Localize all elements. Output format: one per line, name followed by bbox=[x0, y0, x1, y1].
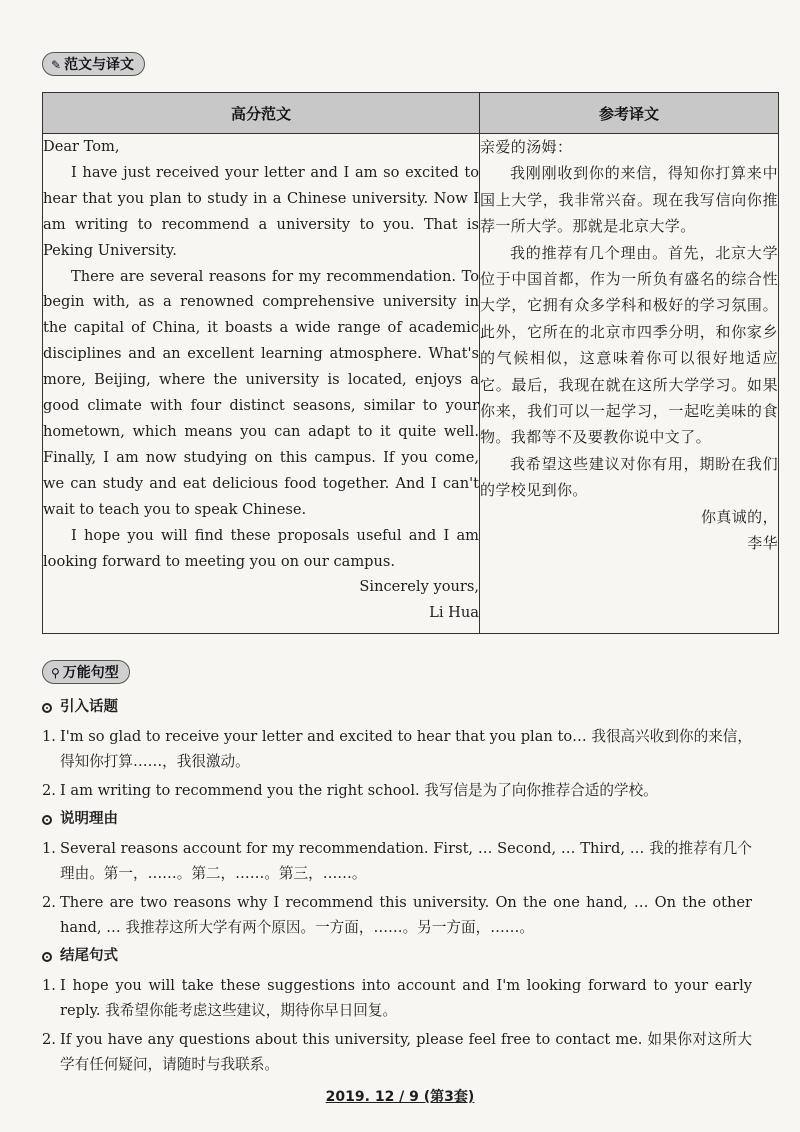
english-greeting: Dear Tom, bbox=[43, 138, 120, 155]
header-translation: 参考译文 bbox=[480, 93, 779, 134]
intro-heading: 引入话题 bbox=[42, 695, 752, 720]
chinese-translation bbox=[480, 134, 779, 634]
phrases-tag: ⚲ 万能句型 bbox=[42, 660, 130, 684]
target-icon bbox=[42, 703, 52, 713]
chinese-paragraph-1: 我刚刚收到你的来信，得知你打算来中国上大学，我非常兴奋。现在我写信向你推荐一所大学。那就是北京大学。 bbox=[480, 164, 778, 236]
header-model-essay: 高分范文 bbox=[43, 93, 480, 134]
target-icon bbox=[42, 815, 52, 825]
essay-table bbox=[42, 92, 779, 634]
chinese-greeting: 亲爱的汤姆： bbox=[480, 138, 573, 156]
list-item: 2. There are two reasons why I recommend this university. On the one hand, … On the other hand, … 我推荐这所大学有两个原因。一方面，……。另一方面，……。 bbox=[42, 894, 752, 936]
target-icon bbox=[42, 952, 52, 962]
list-item: 1. I hope you will take these suggestions into account and I'm looking forward to your early reply. 我希望你能考虑这些建议，期待你早日回复。 bbox=[42, 977, 752, 1019]
english-essay bbox=[43, 134, 480, 634]
ending-heading: 结尾句式 bbox=[42, 944, 752, 969]
english-paragraph-1: I have just received your letter and I am so excited to hear that you plan to study in a Chinese university. Now I am writing to recommend a university to you. That is Peking University. bbox=[43, 163, 479, 259]
english-paragraph-3: I hope you will find these proposals useful and I am looking forward to meeting you on our campus. bbox=[43, 526, 479, 570]
pen-icon: ✎ bbox=[51, 58, 62, 72]
list-item: 1. Several reasons account for my recommendation. First, … Second, … Third, … 我的推荐有几个理由。第一，……。第二，……。第三，……。 bbox=[42, 840, 752, 882]
list-item: 2. I am writing to recommend you the right school. 我写信是为了向你推荐合适的学校。 bbox=[42, 782, 658, 799]
chinese-closing: 你真诚的， bbox=[700, 507, 778, 526]
english-signature: Li Hua bbox=[429, 604, 479, 622]
chinese-paragraph-2: 我的推荐有几个理由。首先，北京大学位于中国首都，作为一所负有盛名的综合性大学，它拥有众多学科和极好的学习氛围。此外，它所在的北京市四季分明，和你家乡的气候相似，这意味着你可以很好地适应它。最后，我现在就在这所大学学习。如果你来，我们可以一起学习，一起吃美味的食物。我都等不及要教你说中文了。 bbox=[480, 243, 778, 447]
page-footer: 2019. 12 / 9 (第3套) bbox=[325, 1089, 475, 1105]
english-paragraph-2: There are several reasons for my recommendation. To begin with, as a renowned comprehensive university in the capital of China, it boasts a wide range of academic disciplines and an excellent learning atmosphere. What's more, Beijing, where the university is located, enjoys a good climate with four distinct seasons, similar to your hometown, which means you can adapt to it quite well. Finally, I am now studying on this campus. If you come, we can study and eat delicious food together. And I can't wait to teach you to speak Chinese. bbox=[43, 267, 479, 518]
magnifier-icon: ⚲ bbox=[51, 666, 60, 680]
phrases-section bbox=[42, 692, 752, 1081]
chinese-paragraph-3: 我希望这些建议对你有用，期盼在我们的学校见到你。 bbox=[480, 454, 778, 500]
model-essay-tag: ✎ 范文与译文 bbox=[42, 52, 145, 76]
list-item: 1. I'm so glad to receive your letter and excited to hear that you plan to… 我很高兴收到你的来信，得知你打算……，我很激动。 bbox=[42, 728, 752, 770]
english-closing: Sincerely yours, bbox=[359, 578, 479, 596]
reasons-heading: 说明理由 bbox=[42, 807, 752, 832]
list-item: 2. If you have any questions about this university, please feel free to contact me. 如果你对这所大学有任何疑问，请随时与我联系。 bbox=[42, 1031, 752, 1073]
chinese-signature: 李华 bbox=[747, 534, 778, 553]
